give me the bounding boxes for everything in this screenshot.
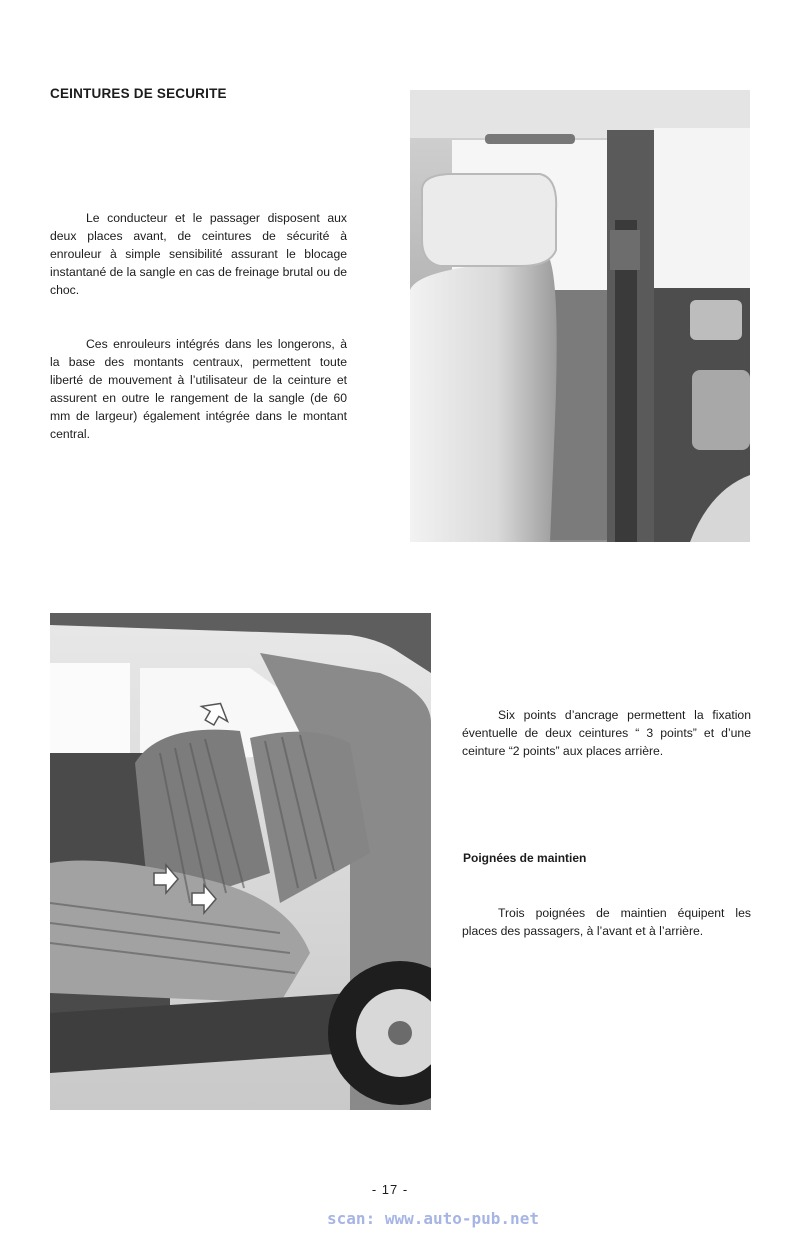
scan-credit: scan: www.auto-pub.net [327,1209,539,1228]
rear-seat-photo [50,613,431,1110]
section-title: CEINTURES DE SECURITE [50,86,227,101]
front-seat-photo [410,90,750,542]
paragraph-anchorage: Six points d’ancrage permettent la fixation éventuelle de deux ceintures “ 3 points” et d’une ceinture “2 points” aux places arrière. [462,708,751,758]
page-number: - 17 - [371,1182,409,1197]
handles-title: Poignées de maintien [463,851,587,865]
paragraph-retractors: Ces enrouleurs intégrés dans les longerons, à la base des montants centraux, permettent toute liberté de mouvement à l’utilisateur de la ceinture et assurent en outre le rangement de la sangle (de 60 mm de largeur) également intégrée dans le montant central. [50,337,347,441]
paragraph-front-belts: Le conducteur et le passager disposent aux deux places avant, de ceintures de sécurité à enrouleur à simple sensibilité assurant le blocage instantané de la sangle en cas de freinage brutal ou de choc. [50,211,347,297]
paragraph-handles: Trois poignées de maintien équipent les places des passagers, à l’avant et à l’arrière. [462,906,751,938]
